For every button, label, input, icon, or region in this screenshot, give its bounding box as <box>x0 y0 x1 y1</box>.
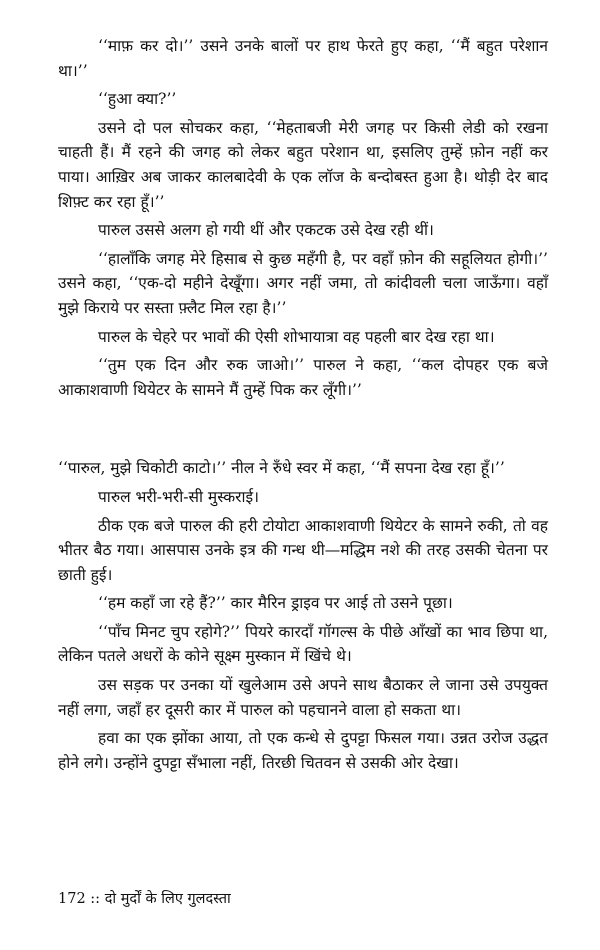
page-body <box>58 34 548 779</box>
paragraph: ‘‘पाँच मिनट चुप रहोगे?’’ पियरे कारदाँ गॉगल्स के पीछे आँखों का भाव छिपा था, लेकिन पतले अधरों के कोने सूक्ष्म मुस्कान में खिंचे थे। <box>58 622 548 666</box>
paragraph: ‘‘हालाँकि जगह मेरे हिसाब से कुछ महँगी है, पर वहाँ फ़ोन की सहूलियत होगी।’’ उसने कहा, ‘‘एक-दो महीने देखूँगा। अगर नहीं जमा, तो कांदीवली चला जाऊँगा। वहाँ मुझे किराये पर सस्ता फ़्लैट मिल रहा है।’’ <box>58 249 548 317</box>
paragraph: ‘‘तुम एक दिन और रुक जाओ।’’ पारुल ने कहा, ‘‘कल दोपहर एक बजे आकाशवाणी थियेटर के सामने मैं तुम्हें पिक कर लूँगी।’’ <box>58 356 548 399</box>
paragraph: पारुल भरी-भरी-सी मुस्कराई। <box>98 487 259 506</box>
paragraph: पारुल उससे अलग हो गयी थीं और एकटक उसे देख रही थीं। <box>98 221 434 240</box>
paragraph: ‘‘पारुल, मुझे चिकोटी काटो।’’ नील ने रुँधे स्वर में कहा, ‘‘मैं सपना देख रहा हूँ।’’ <box>58 459 505 478</box>
paragraph: हवा का एक झोंका आया, तो एक कन्धे से दुपट्टा फिसल गया। उन्नत उरोज उद्धत होने लगे। उन्होंने दुपट्टा सँभाला नहीं, तिरछी चितवन से उसकी ओर देखा। <box>58 729 548 772</box>
footer-separator: :: <box>90 891 101 907</box>
paragraph: ‘‘हुआ क्या?’’ <box>98 90 177 109</box>
book-title: दो मुर्दों के लिए गुलदस्ता <box>104 891 231 907</box>
page-footer <box>58 889 231 909</box>
paragraph: पारुल के चेहरे पर भावों की ऐसी शोभायात्रा वह पहली बार देख रहा था। <box>98 327 495 346</box>
paragraph: ‘‘हम कहाँ जा रहे हैं?’’ कार मैरिन ड्राइव पर आई तो उसने पूछा। <box>98 594 453 613</box>
paragraph: ठीक एक बजे पारुल की हरी टोयोटा आकाशवाणी थियेटर के सामने रुकी, तो वह भीतर बैठ गया। आसपास उनके इत्र की गन्ध थी—मद्धिम नशे की तरह उसकी चेतना पर छाती हुई। <box>58 516 548 584</box>
paragraph: ‘‘माफ़ कर दो।’’ उसने उनके बालों पर हाथ फेरते हुए कहा, ‘‘मैं बहुत परेशान था।’’ <box>58 37 548 80</box>
paragraph: उसने दो पल सोचकर कहा, ‘‘मेहताबजी मेरी जगह पर किसी लेडी को रखना चाहती हैं। मैं रहने की जगह को लेकर बहुत परेशान था, इसलिए तुम्हें फ़ोन नहीं कर पाया। आख़िर अब जाकर कालबादेवी के एक लॉज के बन्दोबस्त हुआ है। थोड़ी देर बाद शिफ़्ट कर रहा हूँ।’’ <box>58 118 548 211</box>
section-break <box>58 406 548 456</box>
paragraph: उस सड़क पर उनका यों खुलेआम उसे अपने साथ बैठाकर ले जाना उसे उपयुक्त नहीं लगा, जहाँ हर दूसरी कार में पारुल को पहचानने वाला हो सकता था। <box>58 676 548 719</box>
page-number: 172 <box>58 891 86 907</box>
